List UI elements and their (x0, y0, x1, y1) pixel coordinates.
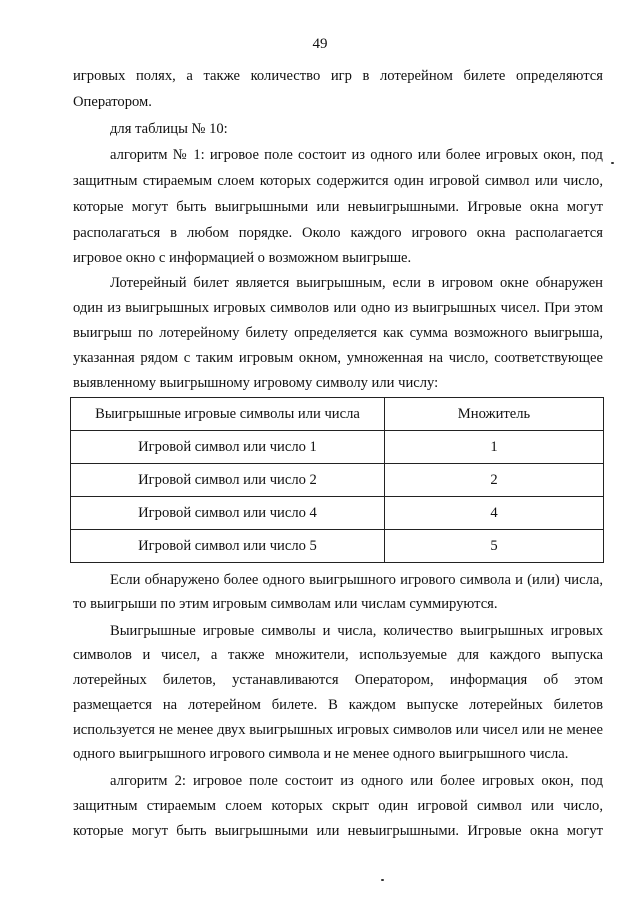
text-line: защитным стираемым слоем которых скрыт один игровой символ или число, (73, 798, 603, 814)
text-line: размещается на лотерейном билете. В каждом выпуске лотерейных билетов (73, 697, 603, 713)
text-line: указанная рядом с таким игровым окном, умноженная на число, соответствующее (73, 350, 603, 366)
text-line: один из выигрышных игровых символов или одно из выигрышных чисел. При этом (73, 300, 603, 316)
text-line: выигрыш по лотерейному билету определяется как сумма возможного выигрыша, (73, 325, 603, 341)
table-row (71, 530, 604, 563)
table-cell: Игровой символ или число 2 (71, 464, 385, 497)
text-line: символов и чисел, а также множители, используемые для каждого выпуска (73, 647, 603, 663)
table-header-row (71, 398, 604, 431)
text-line: которые могут быть выигрышными или невыигрышными. Игровые окна могут (73, 823, 603, 839)
text-line: Выигрышные игровые символы и числа, количество выигрышных игровых (110, 623, 603, 639)
table-cell: 5 (385, 530, 604, 563)
page-number: 49 (312, 36, 328, 52)
table-cell: Игровой символ или число 4 (71, 497, 385, 530)
table-cell: Игровой символ или число 1 (71, 431, 385, 464)
text-line: выявленному выигрышному игровому символу или числу: (73, 375, 439, 391)
scan-speck (611, 162, 614, 164)
text-line: игровое окно с информацией о возможном выигрыше. (73, 250, 412, 266)
column-header-multiplier: Множитель (385, 398, 604, 431)
text-line: располагаться в любом порядке. Около каждого игрового окна располагается (73, 225, 603, 241)
text-line: игровых полях, а также количество игр в лотерейном билете определяются (73, 68, 603, 84)
table-row (71, 431, 604, 464)
text-line: защитным стираемым слоем которых содержится один игровой символ или число, (73, 173, 603, 189)
table-cell: Игровой символ или число 5 (71, 530, 385, 563)
column-header-symbols: Выигрышные игровые символы или числа (71, 398, 385, 431)
text-line: для таблицы № 10: (110, 121, 228, 137)
text-line: используется не менее двух выигрышных игровых символов или чисел или не менее (73, 722, 603, 738)
text-line: алгоритм № 1: игровое поле состоит из одного или более игровых окон, под (110, 147, 603, 163)
winning-symbols-table (70, 397, 604, 563)
table-cell: 2 (385, 464, 604, 497)
text-line: Оператором. (73, 94, 152, 110)
table-cell: 4 (385, 497, 604, 530)
text-line: алгоритм 2: игровое поле состоит из одного или более игровых окон, под (110, 773, 603, 789)
table-row (71, 497, 604, 530)
table-cell: 1 (385, 431, 604, 464)
text-line: Если обнаружено более одного выигрышного игрового символа и (или) числа, (110, 572, 603, 588)
text-line: Лотерейный билет является выигрышным, если в игровом окне обнаружен (110, 275, 603, 291)
scan-speck (381, 879, 384, 881)
table-row (71, 464, 604, 497)
text-line: то выигрыши по этим игровым символам или числам суммируются. (73, 596, 498, 612)
text-line: лотерейных билетов, устанавливаются Оператором, информация об этом (73, 672, 603, 688)
text-line: которые могут быть выигрышными или невыигрышными. Игровые окна могут (73, 199, 603, 215)
text-line: одного выигрышного игрового символа и не менее одного выигрышного числа. (73, 746, 569, 762)
